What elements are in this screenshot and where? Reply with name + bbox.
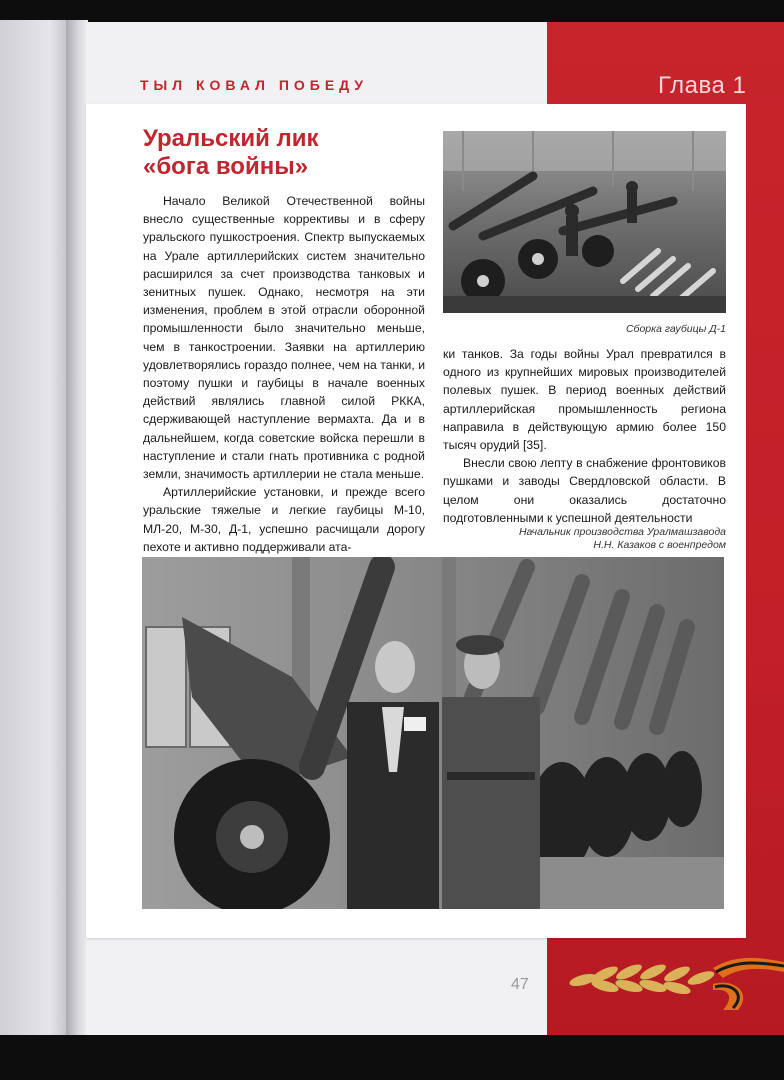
- top-photo-caption: Сборка гаубицы Д-1: [625, 323, 726, 335]
- article-title: Уральский лик «бога войны»: [143, 125, 319, 180]
- book-spine-fold: [66, 20, 88, 1035]
- caption-line: Начальник производства Уралмашзавода: [518, 526, 726, 538]
- right-text-column: [443, 345, 726, 527]
- production-chief-photo: [142, 557, 724, 909]
- workshop-illustration: [142, 557, 724, 909]
- howitzer-assembly-photo: [443, 131, 726, 313]
- paragraph: Начало Великой Отечественной войны внесло существенные коррективы и в сферу уральского пушкостроения. Спектр выпускаемых на Урале артиллерийских систем значительно расширился за счет производства танковых и зенитных пушек. Однако, несмотря на эти изменения, проблем в этой отрасли оборонной промышленности было значительно меньше, чем в танкостроении. Заявки на артиллерию удовлетворялись гораздо полнее, чем на танки, и поэтому пушки и гаубицы в начале военных действий являлись главной силой РККА, сдерживающей наступление вермахта. Да и в дальнейшем, когда советские войска перешли в наступление и стали гнать противника с родной земли, значимость артиллерии не стала меньше.: [143, 194, 425, 482]
- bottom-photo-caption: [443, 526, 726, 552]
- laurel-ribbon-ornament: [563, 948, 784, 1010]
- factory-floor-illustration: [443, 131, 726, 313]
- paragraph: Внесли свою лепту в снабжение фронтовиков пушками и заводы Свердловской области. В целом они оказались достаточно подготовленными к успешной деятельности: [443, 456, 726, 525]
- chapter-label: Глава 1: [658, 72, 747, 99]
- paragraph: Артиллерийские установки, и прежде всего уральские тяжелые и легкие гаубицы М-10, МЛ-20, М-30, Д-1, успешно расчищали дорогу пехоте и активно поддерживали ата-: [143, 485, 425, 554]
- paragraph: ки танков. За годы войны Урал превратился в одного из крупнейших мировых производителей полевых пушек. В период военных действий артиллерийская промышленность региона направила в действующую армию более 150 тысяч орудий [35].: [443, 347, 726, 453]
- left-page-edge: [0, 20, 70, 1035]
- left-text-column: [143, 192, 425, 556]
- running-header-title: ТЫЛ КОВАЛ ПОБЕДУ: [140, 77, 369, 93]
- page-number: 47: [511, 976, 529, 993]
- caption-line: Н.Н. Казаков с военпредом: [593, 539, 726, 551]
